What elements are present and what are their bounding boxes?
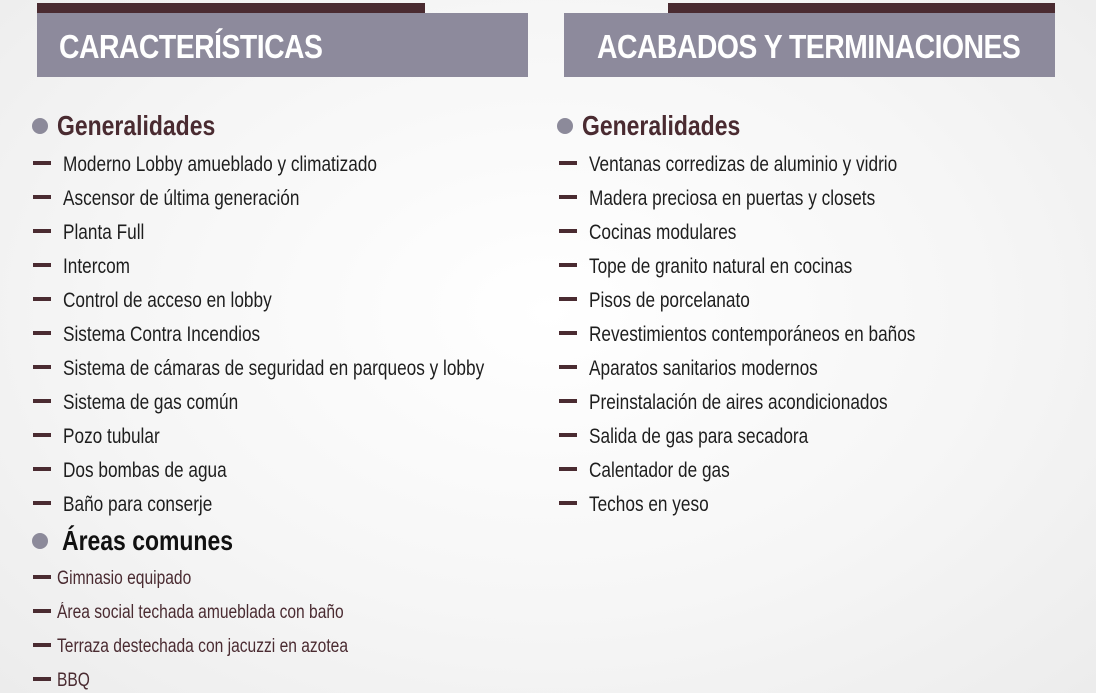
list-item-label: Intercom — [63, 255, 130, 278]
list-item — [559, 454, 987, 488]
common-areas-heading — [32, 525, 271, 557]
list-item-label: Techos en yeso — [589, 493, 709, 516]
dash-bullet-icon — [559, 365, 577, 369]
list-item — [33, 454, 577, 488]
dash-bullet-icon — [33, 643, 51, 647]
left-section-header — [37, 13, 528, 77]
right-general-heading — [557, 110, 775, 142]
list-item — [559, 182, 987, 216]
left-general-title: Generalidades — [57, 110, 216, 141]
list-item-label: Pozo tubular — [63, 425, 160, 448]
left-header-accent-bar — [37, 3, 425, 13]
dash-bullet-icon — [559, 331, 577, 335]
dash-bullet-icon — [33, 609, 51, 613]
dash-bullet-icon — [559, 229, 577, 233]
dash-bullet-icon — [559, 433, 577, 437]
list-item — [559, 352, 987, 386]
list-item-label: Pisos de porcelanato — [589, 289, 750, 312]
dash-bullet-icon — [33, 365, 51, 369]
list-item-label: Sistema Contra Incendios — [63, 323, 261, 346]
list-item — [559, 250, 987, 284]
list-item — [33, 318, 577, 352]
list-item — [33, 630, 412, 664]
dash-bullet-icon — [33, 677, 51, 681]
list-item-label: Aparatos sanitarios modernos — [589, 357, 818, 380]
dash-bullet-icon — [33, 161, 51, 165]
list-item — [559, 420, 987, 454]
list-item-label: BBQ — [57, 670, 90, 691]
list-item — [559, 216, 987, 250]
bullet-dot-icon — [32, 533, 48, 549]
list-item-label: Revestimientos contemporáneos en baños — [589, 323, 916, 346]
list-item — [33, 488, 577, 522]
bullet-dot-icon — [32, 118, 48, 134]
list-item-label: Ascensor de última generación — [63, 187, 300, 210]
list-item-label: Sistema de gas común — [63, 391, 239, 414]
list-item-label: Control de acceso en lobby — [63, 289, 272, 312]
list-item — [559, 318, 987, 352]
dash-bullet-icon — [559, 399, 577, 403]
list-item-label: Preinstalación de aires acondicionados — [589, 391, 888, 414]
list-item — [33, 664, 412, 693]
list-item-label: Planta Full — [63, 221, 145, 244]
dash-bullet-icon — [559, 501, 577, 505]
common-areas-title: Áreas comunes — [62, 525, 234, 556]
list-item — [33, 420, 577, 454]
list-item-label: Terraza destechada con jacuzzi en azotea — [57, 636, 349, 657]
list-item — [559, 148, 987, 182]
list-item — [559, 284, 987, 318]
dash-bullet-icon — [559, 263, 577, 267]
list-item-label: Tope de granito natural en cocinas — [589, 255, 853, 278]
dash-bullet-icon — [559, 195, 577, 199]
list-item-label: Dos bombas de agua — [63, 459, 227, 482]
list-item — [33, 216, 577, 250]
list-item-label: Área social techada amueblada con baño — [57, 602, 344, 623]
bullet-dot-icon — [557, 118, 573, 134]
dash-bullet-icon — [33, 297, 51, 301]
dash-bullet-icon — [33, 575, 51, 579]
dash-bullet-icon — [33, 399, 51, 403]
list-item — [33, 250, 577, 284]
dash-bullet-icon — [33, 331, 51, 335]
dash-bullet-icon — [559, 467, 577, 471]
list-item — [33, 596, 412, 630]
common-areas-list — [33, 562, 412, 693]
list-item-label: Baño para conserje — [63, 493, 213, 516]
dash-bullet-icon — [559, 161, 577, 165]
dash-bullet-icon — [33, 501, 51, 505]
right-header-accent-bar — [668, 3, 1055, 13]
list-item-label: Madera preciosa en puertas y closets — [589, 187, 876, 210]
list-item-label: Sistema de cámaras de seguridad en parqueos y lobby — [63, 357, 485, 380]
list-item-label: Ventanas corredizas de aluminio y vidrio — [589, 153, 898, 176]
list-item — [559, 488, 987, 522]
list-item-label: Moderno Lobby amueblado y climatizado — [63, 153, 377, 176]
list-item — [33, 148, 577, 182]
right-header-title: ACABADOS Y TERMINACIONES — [597, 28, 1021, 65]
list-item-label: Salida de gas para secadora — [589, 425, 809, 448]
right-section-header — [564, 13, 1055, 77]
right-general-list — [559, 148, 987, 522]
list-item — [33, 182, 577, 216]
dash-bullet-icon — [33, 263, 51, 267]
list-item — [33, 386, 577, 420]
dash-bullet-icon — [33, 229, 51, 233]
list-item — [559, 386, 987, 420]
left-general-heading — [32, 110, 250, 142]
left-general-list — [33, 148, 577, 522]
list-item-label: Cocinas modulares — [589, 221, 737, 244]
right-general-title: Generalidades — [582, 110, 741, 141]
list-item — [33, 284, 577, 318]
dash-bullet-icon — [33, 467, 51, 471]
list-item — [33, 562, 412, 596]
dash-bullet-icon — [559, 297, 577, 301]
left-header-title: CARACTERÍSTICAS — [59, 28, 323, 65]
list-item — [33, 352, 577, 386]
dash-bullet-icon — [33, 195, 51, 199]
list-item-label: Calentador de gas — [589, 459, 730, 482]
dash-bullet-icon — [33, 433, 51, 437]
list-item-label: Gimnasio equipado — [57, 568, 192, 589]
